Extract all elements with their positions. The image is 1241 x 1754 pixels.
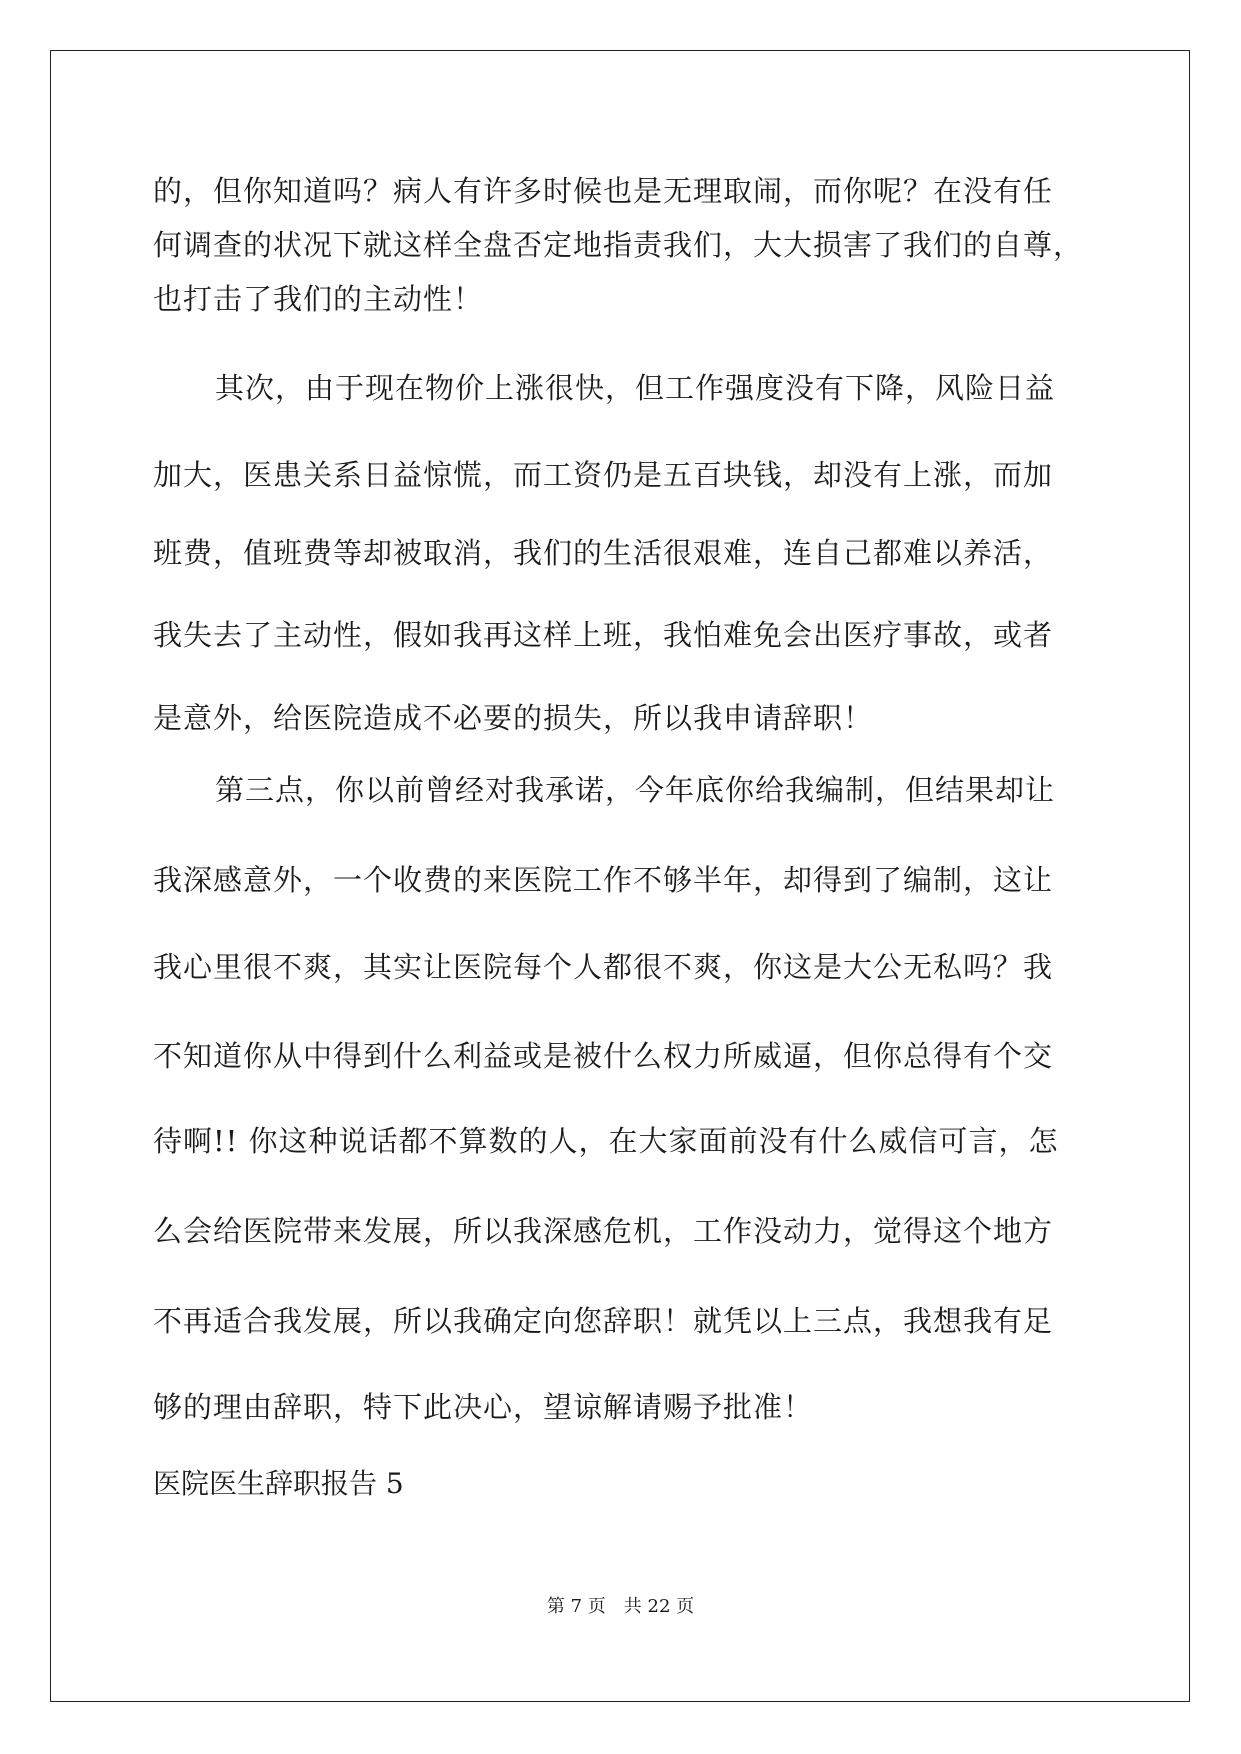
body-line: 么会给医院带来发展，所以我深感危机，工作没动力，觉得这个地方 xyxy=(153,1214,1054,1248)
body-line: 不知道你从中得到什么利益或是被什么权力所威逼，但你总得有个交 xyxy=(153,1039,1054,1073)
body-line: 待啊!! 你这种说话都不算数的人，在大家面前没有什么威信可言，怎 xyxy=(153,1124,1059,1158)
body-line: 班费，值班费等却被取消，我们的生活很艰难，连自己都难以养活， xyxy=(153,536,1054,570)
section-heading: 医院医生辞职报告 5 xyxy=(153,1467,404,1500)
page-footer: 第 7 页 共 22 页 xyxy=(546,1596,695,1617)
body-line: 也打击了我们的主动性！ xyxy=(153,282,484,316)
body-line: 其次，由于现在物价上涨很快，但工作强度没有下降，风险日益 xyxy=(215,371,1056,405)
body-line: 加大，医患关系日益惊慌，而工资仍是五百块钱，却没有上涨，而加 xyxy=(153,458,1054,492)
body-line: 我失去了主动性，假如我再这样上班，我怕难免会出医疗事故，或者 xyxy=(153,618,1054,652)
body-line: 我心里很不爽，其实让医院每个人都很不爽，你这是大公无私吗？我 xyxy=(153,950,1054,984)
body-line: 够的理由辞职，特下此决心，望谅解请赐予批准！ xyxy=(153,1390,814,1424)
body-line: 不再适合我发展，所以我确定向您辞职！就凭以上三点，我想我有足 xyxy=(153,1304,1054,1338)
body-line: 的，但你知道吗？病人有许多时候也是无理取闹，而你呢？在没有任 xyxy=(153,174,1054,208)
body-line: 第三点，你以前曾经对我承诺，今年底你给我编制，但结果却让 xyxy=(215,773,1056,807)
body-line: 是意外，给医院造成不必要的损失，所以我申请辞职！ xyxy=(153,701,874,735)
body-line: 何调查的状况下就这样全盘否定地指责我们，大大损害了我们的自尊， xyxy=(153,228,1084,262)
body-line: 我深感意外，一个收费的来医院工作不够半年，却得到了编制，这让 xyxy=(153,863,1054,897)
